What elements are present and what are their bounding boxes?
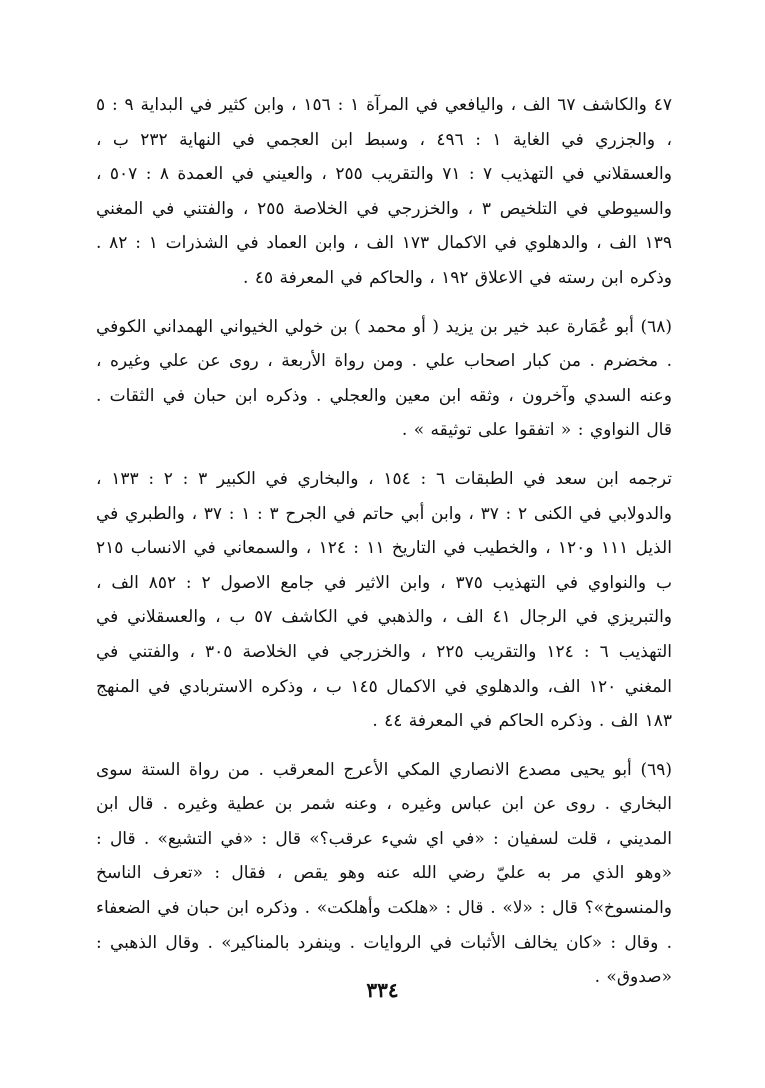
paragraph-entry-69: (٦٩) أبو يحيى مصدع الانصاري المكي الأعرج المعرقب . من رواة الستة سوى البخاري . روى عن ابن عباس وغيره ، وعنه شمر بن عطية وغيره . قال ابن المديني ، قلت لسفيان : «في اي شيء عرقب؟» قال : «في التشيع» . قال : «وهو الذي مر به عليّ رضي الله عنه وهو يقص ، فقال : «تعرف الناسخ والمنسوخ»؟ قال : «لا» . قال : «هلكت وأهلكت» . وذكره ابن حبان في الضعفاء . وقال : «كان يخالف الأثبات في الروايات . وينفرد بالمناكير» . وقال الذهبي : «صدوق» . [96,759,672,988]
paragraph-continuation: ٤٧ والكاشف ٦٧ الف ، واليافعي في المرآة ١ : ١٥٦ ، وابن كثير في البداية ٩ : ٥ ، والجزري في الغاية ١ : ٤٩٦ ، وسبط ابن العجمي في النهاية ٢٣٢ ب ، والعسقلاني في التهذيب ٧ : ٧١ والتقريب ٢٥٥ ، والعيني في العمدة ٨ : ٥٠٧ ، والسيوطي في التلخيص ٣ ، والخزرجي في الخلاصة ٢٥٥ ، والفتني في المغني ١٣٩ الف ، والدهلوي في الاكمال ١٧٣ الف ، وابن العماد في الشذرات ١ : ٨٢ . وذكره ابن رسته في الاعلاق ١٩٢ ، والحاكم في المعرفة ٤٥ . [96,95,672,288]
paragraph-entry-68: (٦٨) أبو عُمَارة عبد خير بن يزيد ( أو محمد ) بن خولي الخيواني الهمداني الكوفي . مخضرم . من كبار اصحاب علي . ومن رواة الأربعة ، روى عن علي وغيره ، وعنه السدي وآخرون ، وثقه ابن معين والعجلي . وذكره ابن حبان في الثقات . قال النواوي : « اتفقوا على توثيقه » . [96,316,672,441]
paragraph-entry-68-sources: ترجمه ابن سعد في الطبقات ٦ : ١٥٤ ، والبخاري في الكبير ٣ : ٢ : ١٣٣ ، والدولابي في الكنى ٢ : ٣٧ ، وابن أبي حاتم في الجرح ٣ : ١ : ٣٧ ، والطبري في الذيل ١١١ و١٢٠ ، والخطيب في التاريخ ١١ : ١٢٤ ، والسمعاني في الانساب ٢١٥ ب والنواوي في التهذيب ٣٧٥ ، وابن الاثير في جامع الاصول ٢ : ٨٥٢ الف ، والتبريزي في الرجال ٤١ الف ، والذهبي في الكاشف ٥٧ ب ، والعسقلاني في التهذيب ٦ : ١٢٤ والتقريب ٢٢٥ ، والخزرجي في الخلاصة ٣٠٥ ، والفتني في المغني ١٢٠ الف، والدهلوي في الاكمال ١٤٥ ب ، وذكره الاستربادي في المنهج ١٨٣ الف . وذكره الحاكم في المعرفة ٤٤ . [96,468,673,732]
page-number: ٣٣٤ [366,978,399,1002]
page-body [96,88,672,995]
